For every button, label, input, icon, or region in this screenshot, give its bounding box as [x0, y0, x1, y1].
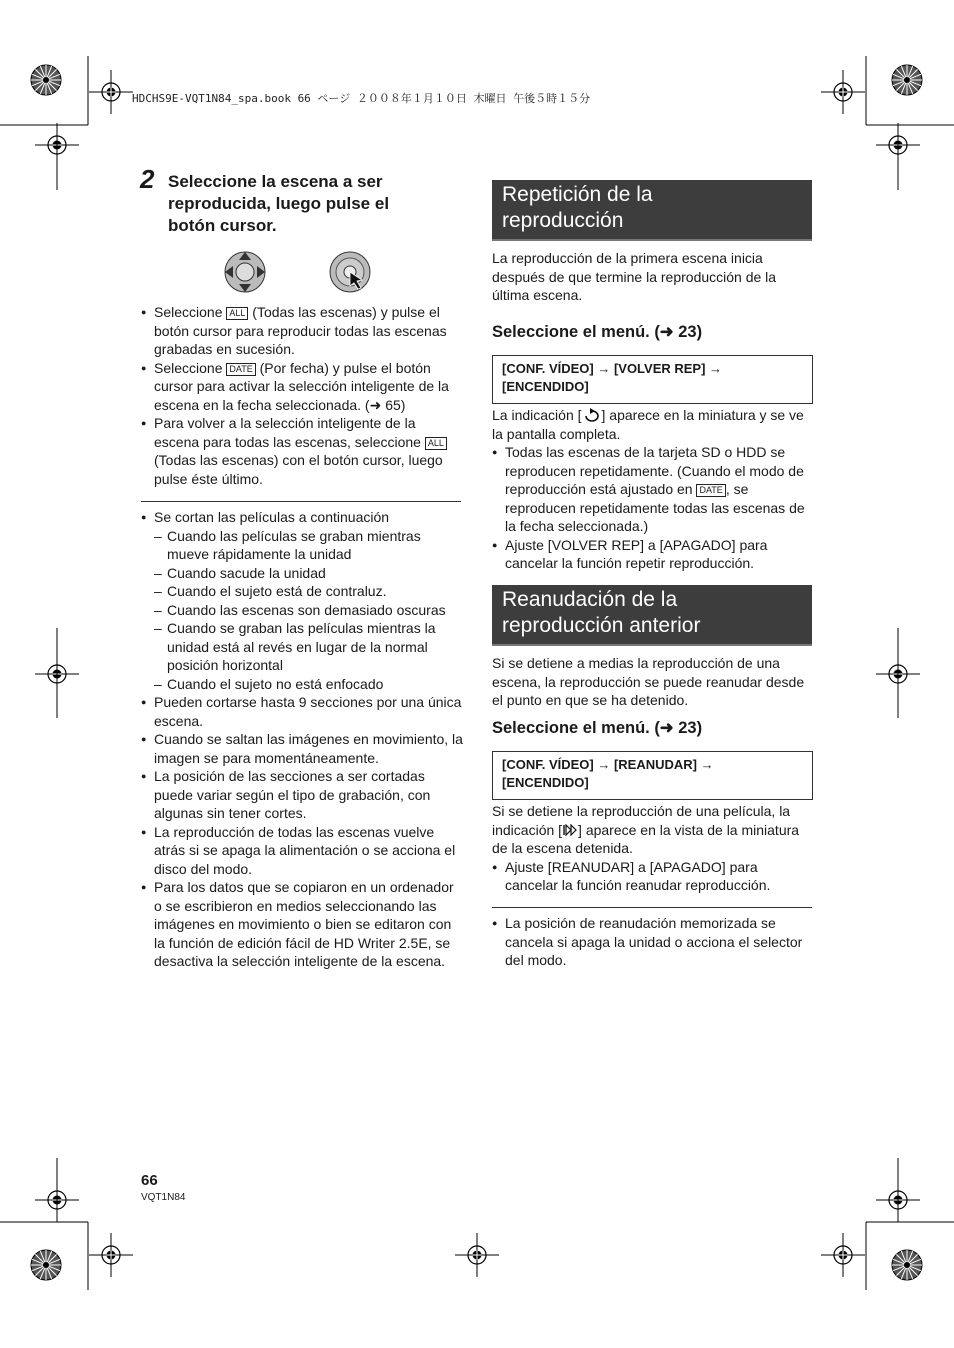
dash-item: – Cuando sacude la unidad — [141, 564, 463, 583]
divider — [141, 501, 461, 502]
registration-mark — [821, 70, 865, 114]
resume-select-menu: Seleccione el menú. (➜ 23) — [492, 719, 703, 737]
dash-item: – Cuando se graban las películas mientras la unidad está al revés en lugar de la normal posición horizontal — [141, 619, 463, 675]
step-text-line: botón cursor. — [168, 216, 277, 235]
list-item: ● Para volver a la selección inteligente de la escena para todas las escenas, seleccione ALL (Todas las escenas) con el botón cursor, luego pulse éste último. — [141, 414, 463, 488]
list-item: ● Ajuste [VOLVER REP] a [APAGADO] para cancelar la función repetir reproducción. — [492, 536, 812, 573]
resume-icon — [562, 824, 578, 836]
registration-mark — [89, 1233, 133, 1277]
step-instruction — [168, 171, 468, 237]
list-item: ● La reproducción de todas las escenas vuelve atrás si se apaga la alimentación o se acciona el disco del modo. — [141, 823, 463, 879]
page-number: 66 — [141, 1172, 158, 1189]
step-text-line: Seleccione la escena a ser — [168, 172, 383, 191]
repeat-details — [492, 406, 812, 573]
resume-intro: Si se detiene a medias la reproducción de una escena, la reproducción se puede reanudar desde el punto en que se ha detenido. — [492, 655, 805, 708]
cursor-button-icon — [221, 250, 269, 294]
header-file-info: HDCHS9E-VQT1N84_spa.book 66 ページ ２００８年１月１０日 木曜日 午後５時１５分 — [132, 92, 591, 105]
divider — [492, 907, 812, 908]
menu-path-line: [ENCENDIDO] — [502, 379, 589, 394]
cursor-press-icon — [328, 250, 372, 294]
resume-note — [492, 914, 812, 970]
list-item: ● Seleccione DATE (Por fecha) y pulse el botón cursor para activar la selección inteligente de la escena en la fecha seleccionada. (➜ 65) — [141, 359, 463, 415]
step-text-line: reproducida, luego pulse el — [168, 194, 390, 213]
color-wheel-mark — [31, 1250, 61, 1280]
heading-line: Reanudación de la — [502, 588, 678, 611]
notes-list — [141, 508, 463, 971]
resume-menu-path — [492, 751, 813, 800]
list-item: ● Se cortan las películas a continuación — [141, 508, 463, 527]
list-item: ● Todas las escenas de la tarjeta SD o HDD se reproducen repetidamente. (Cuando el modo de reproducción está ajustado en DATE , se reproducen repetidamente todas las escenas de la fecha seleccionada.) — [492, 443, 812, 536]
list-item: ● La posición de las secciones a ser cortadas puede variar según el tipo de grabación, con algunas sin tener cortes. — [141, 767, 463, 823]
color-wheel-mark — [892, 65, 922, 95]
dash-item: – Cuando las películas se graban mientras mueve rápidamente la unidad — [141, 527, 463, 564]
dash-item: – Cuando el sujeto no está enfocado — [141, 675, 463, 694]
repeat-intro: La reproducción de la primera escena inicia después de que termine la reproducción de la última escena. — [492, 250, 777, 303]
step-notes — [141, 303, 463, 488]
resume-details — [492, 802, 812, 895]
list-item: ● Para los datos que se copiaron en un ordenador o se escribieron en medios seleccionando las imágenes en movimiento o bien se editaron con la función de edición fácil de HD Writer 2.5E, se desactiva la selección inteligente de la escena. — [141, 878, 463, 971]
heading-line: reproducción anterior — [502, 614, 701, 637]
heading-line: Repetición de la — [502, 183, 653, 206]
registration-mark — [821, 1233, 865, 1277]
resume-indication-text: Si se detiene la reproducción de una película, la indicación [ ] aparece en la vista de la miniatura de la escena detenida. — [492, 803, 800, 856]
section-heading-resume — [492, 585, 812, 646]
menu-path-line: [CONF. VÍDEO] → [VOLVER REP] → — [502, 361, 723, 376]
heading-line: reproducción — [502, 209, 624, 232]
step-number: 2 — [140, 164, 155, 194]
date-tag: DATE — [696, 484, 725, 497]
menu-path-line: [CONF. VÍDEO] → [REANUDAR] → — [502, 757, 714, 772]
model-code: VQT1N84 — [141, 1192, 186, 1203]
section-heading-repeat — [492, 180, 812, 241]
repeat-select-menu: Seleccione el menú. (➜ 23) — [492, 323, 703, 341]
color-wheel-mark — [31, 65, 61, 95]
list-item: ● Cuando se saltan las imágenes en movimiento, la imagen se para momentáneamente. — [141, 730, 463, 767]
repeat-icon — [582, 408, 602, 422]
repeat-indication-text: La indicación [ ] aparece en la miniatura y se ve la pantalla completa. — [492, 407, 804, 442]
list-item: ● Ajuste [REANUDAR] a [APAGADO] para cancelar la función reanudar reproducción. — [492, 858, 812, 895]
all-scenes-tag: ALL — [425, 437, 447, 450]
list-item: ● La posición de reanudación memorizada se cancela si apaga la unidad o acciona el selector del modo. — [492, 914, 812, 970]
date-tag: DATE — [226, 363, 255, 376]
list-item: ● Pueden cortarse hasta 9 secciones por una única escena. — [141, 693, 463, 730]
registration-mark — [89, 70, 133, 114]
menu-path-line: [ENCENDIDO] — [502, 775, 589, 790]
color-wheel-mark — [892, 1250, 922, 1280]
all-scenes-tag: ALL — [226, 307, 248, 320]
dash-item: – Cuando el sujeto está de contraluz. — [141, 582, 463, 601]
repeat-menu-path — [492, 355, 813, 404]
list-item: ● Seleccione ALL (Todas las escenas) y pulse el botón cursor para reproducir todas las escenas grabadas en sucesión. — [141, 303, 463, 359]
registration-mark — [455, 1233, 499, 1277]
dash-item: – Cuando las escenas son demasiado oscuras — [141, 601, 463, 620]
